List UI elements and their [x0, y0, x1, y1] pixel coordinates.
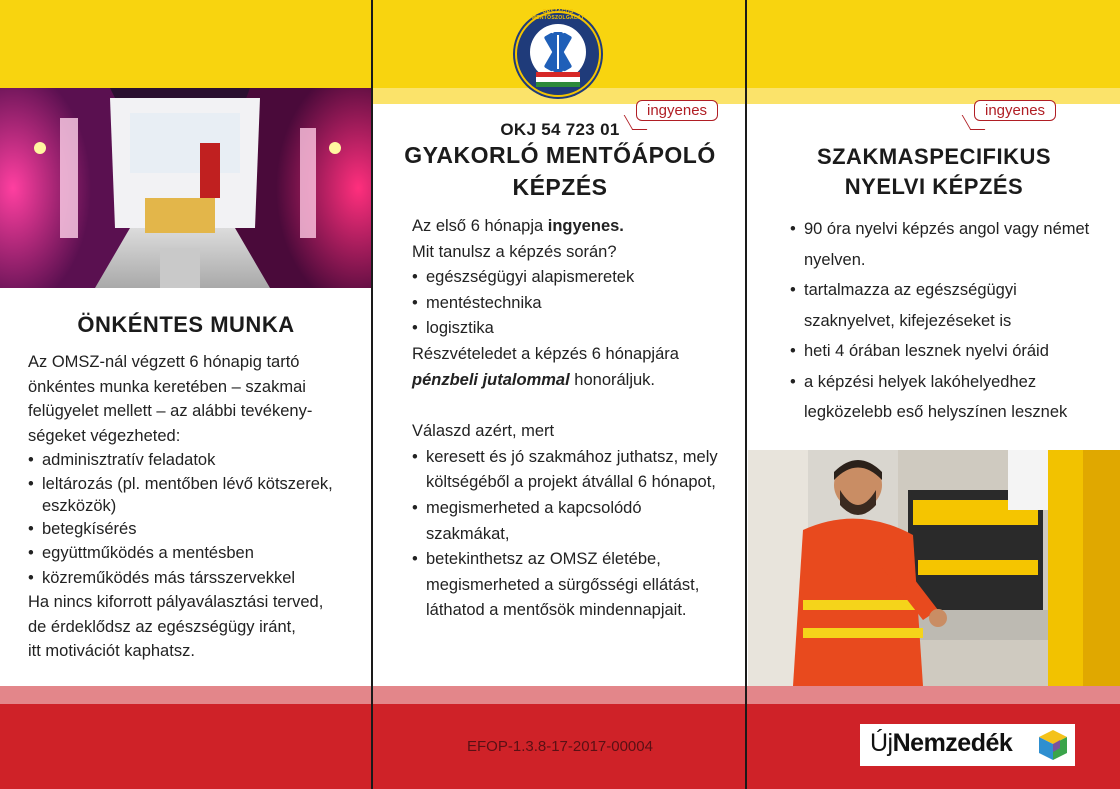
- omsz-logo: [512, 8, 604, 100]
- training-title-line1: GYAKORLÓ MENTŐÁPOLÓ: [404, 142, 716, 168]
- list-item: • logisztika: [412, 316, 742, 342]
- list-item: • megismerheted a kapcsolódó szakmákat,: [412, 496, 727, 547]
- volunteer-task-list: [28, 448, 358, 590]
- intro-line: ségeket végezheted:: [28, 426, 181, 445]
- training-title-line2: KÉPZÉS: [512, 174, 608, 200]
- volunteer-body: [28, 350, 358, 664]
- panel-paramedic-training: [374, 0, 746, 789]
- fold-line-left: [371, 0, 373, 789]
- reward-line: Részvételedet a képzés 6 hónapjára: [412, 344, 679, 363]
- outro-line: de érdeklődsz az egészségügy iránt,: [28, 617, 296, 636]
- paramedic-loading-stretcher-photo: [748, 450, 1120, 686]
- reasons-list: [412, 445, 727, 624]
- ambulance-interior-photo: [0, 88, 372, 288]
- reward-line: pénzbeli jutalommal honoráljuk.: [412, 370, 656, 389]
- free-badge: ingyenes: [974, 100, 1056, 121]
- language-title-line2: NYELVI KÉPZÉS: [844, 174, 1024, 199]
- language-list: [790, 214, 1100, 428]
- list-item: • adminisztratív feladatok: [28, 448, 358, 473]
- intro-line: felügyelet mellett – az alábbi tevékeny-: [28, 402, 313, 420]
- free-badge: ingyenes: [636, 100, 718, 121]
- uj-nemzedek-logo: [860, 724, 1075, 766]
- intro-line: önkéntes munka keretében – szakmai: [28, 377, 306, 396]
- list-item: • közreműködés más társszervekkel: [28, 566, 358, 591]
- outro-line: Ha nincs kiforrott pályaválasztási terved,: [28, 593, 324, 611]
- question-line: Mit tanulsz a képzés során?: [412, 242, 617, 261]
- list-item: • keresett és jó szakmához juthatsz, mely költségéből a projekt átvállal 6 hónapot,: [412, 445, 727, 496]
- panel-volunteer-work: [0, 0, 372, 789]
- logo-text: ORSZÁGOS MENTŐSZOLGÁLAT: [531, 9, 585, 21]
- reward-emphasis: pénzbeli jutalommal: [412, 370, 570, 389]
- project-code: EFOP-1.3.8-17-2017-00004: [467, 738, 653, 755]
- list-item: • betegkísérés: [28, 517, 358, 542]
- reasons-title: Válaszd azért, mert: [412, 422, 555, 441]
- list-item: • betekinthetsz az OMSZ életébe, megismerheted a sürgősségi ellátást, láthatod a mentősök mindennapjait.: [412, 547, 727, 624]
- logo-wordmark: ÚjNemzedék: [870, 729, 1013, 757]
- cube-icon: [1036, 728, 1070, 762]
- free-line: Az első 6 hónapja ingyenes.: [412, 217, 624, 235]
- language-body: [790, 214, 1100, 428]
- volunteer-title: ÖNKÉNTES MUNKA: [77, 312, 295, 337]
- list-item: • tartalmazza az egészségügyi szaknyelvet, kifejezéseket is: [790, 275, 1100, 336]
- list-item: • egészségügyi alapismeretek: [412, 265, 742, 291]
- okj-code: OKJ 54 723 01: [500, 120, 620, 139]
- fold-line-right: [745, 0, 747, 789]
- intro-line: Az OMSZ-nál végzett 6 hónapig tartó: [28, 353, 300, 371]
- list-item: • mentéstechnika: [412, 291, 742, 317]
- list-item: • leltározás (pl. mentőben lévő kötszerek, eszközök): [28, 473, 358, 517]
- topic-list: [412, 265, 742, 342]
- list-item: • a képzési helyek lakóhelyedhez legközelebb eső helyszínen lesznek: [790, 367, 1100, 428]
- list-item: • heti 4 órában lesznek nyelvi óráid: [790, 336, 1100, 367]
- spacer: [412, 393, 742, 419]
- panel-language-training: [748, 0, 1120, 789]
- list-item: • 90 óra nyelvi képzés angol vagy német nyelven.: [790, 214, 1100, 275]
- list-item: • együttműködés a mentésben: [28, 541, 358, 566]
- training-body: [412, 214, 742, 624]
- outro-line: itt motivációt kaphatsz.: [28, 642, 195, 660]
- language-title-line1: SZAKMASPECIFIKUS: [816, 144, 1052, 169]
- free-emphasis: ingyenes.: [547, 217, 624, 235]
